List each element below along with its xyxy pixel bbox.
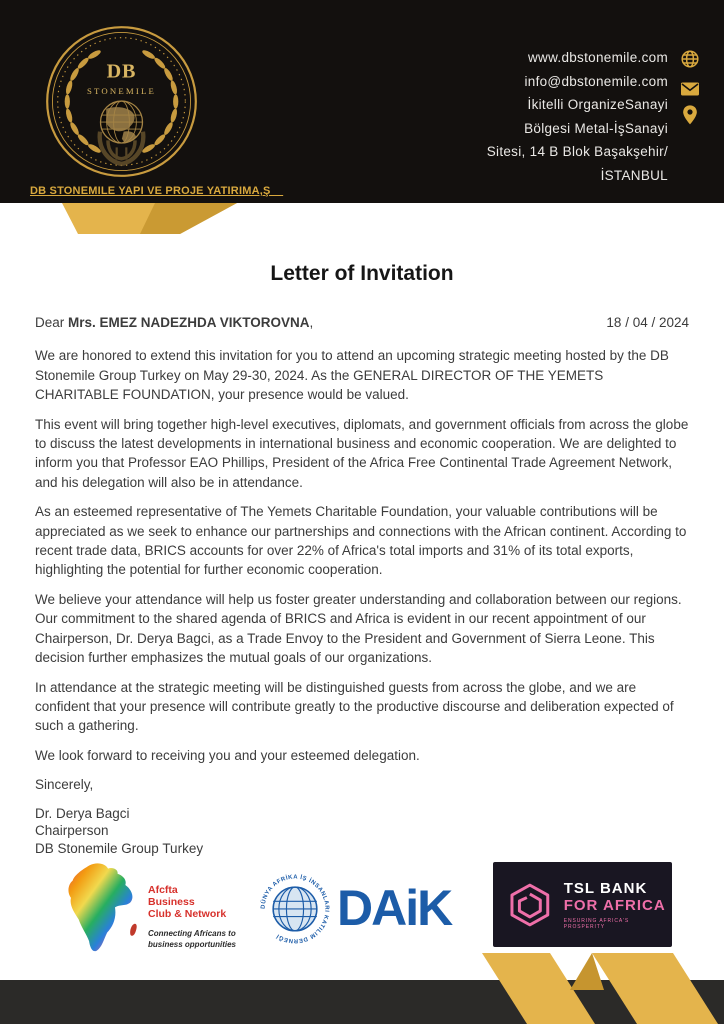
paragraph: This event will bring together high-level executives, diplomats, and government officials from across the globe to discuss the latest developments in international business and economic cooperation. We are delighted to inform you that Professor EAO Phillips, President of the Africa Free Continental Trade Agreement Network, and his delegation will also be in attendance. [35,416,689,490]
db-stonemile-emblem [45,25,198,178]
paragraph: As an esteemed representative of The Yemets Charitable Foundation, your valuable contributions will be appreciated as we seek to enhance our partnerships and connections with the African continent. According to recent trade data, BRICS accounts for over 22% of Africa's total imports and 31% of its total exports, highlighting the potential for further economic cooperation. [35,504,687,578]
contact-block [268,46,668,187]
afcfta-text [148,862,236,958]
salutation-prefix: Dear [35,315,69,330]
daik-ring-text: DÜNYA AFRİKA İŞ İNSANLARI KATILIM DERNEĞİ [260,874,330,944]
footer-band [0,950,724,1024]
emblem-globe-icon [100,101,143,144]
signatory-name: Dr. Derya Bagci [35,805,130,821]
paragraph: We are honored to extend this invitation for you to attend an upcoming strategic meeting hosted by the DB Stonemile Group Turkey on May 29-30, 2024. As the GENERAL DIRECTOR OF THE YEMETS CHARITABLE FOUNDATION, your presence would be valued. [35,348,669,403]
tsl-name-line1: TSL BANK [563,879,648,897]
mail-icon [681,80,699,98]
paragraph: In attendance at the strategic meeting will be distinguished guests from across the globe, and we are confident that your presence will contribute greatly to the productive discourse and deliberation expected of such a gathering. [35,679,674,734]
tsl-name-line2: FOR AFRICA [563,896,666,914]
salutation [35,313,313,332]
gold-ribbon-top [0,203,724,235]
afcfta-tagline: Connecting Africans to business opportunities [148,929,237,949]
tsl-tagline: ENSURING AFRICA'S PROSPERITY [563,917,630,930]
daik-logo [257,870,451,946]
daik-globe-icon [257,870,333,946]
location-pin-icon [681,105,699,125]
address-line: Bölgesi Metal-İşSanayi [524,120,668,136]
afcfta-name-line: Afcfta [148,884,178,896]
letter-date: 18 / 04 / 2024 [606,315,689,330]
daik-wordmark: DAiK [337,880,452,936]
emblem-wordmark: STONEMILE [86,86,157,97]
afcfta-logo [58,862,253,958]
paragraph: We look forward to receiving you and your esteemed delegation. [35,747,420,763]
signature-block [35,805,689,858]
company-name-line: DB STONEMILE YAPI VE PROJE YATIRIMA,Ş__ [30,185,284,197]
letter-title: Letter of Invitation [270,262,454,285]
tsl-hexagon-icon [507,882,553,928]
signatory-org: DB Stonemile Group Turkey [35,840,204,856]
salutation-suffix: , [309,315,314,330]
afcfta-name-line: Business [148,896,195,908]
tsl-bank-logo [493,862,672,947]
website-text: www.dbstonemile.com [527,50,668,65]
letterhead [0,0,724,203]
email-text: info@dbstonemile.com [524,73,668,89]
afcfta-name-line: Club & Network [148,908,227,920]
letter-body [35,313,689,857]
address-line: İSTANBUL [600,167,668,183]
emblem-monogram: DB [106,60,137,83]
africa-map-icon [58,862,140,958]
address-line: İkitelli OrganizeSanayi [527,97,668,112]
signatory-role: Chairperson [35,823,109,839]
recipient-name: Mrs. EMEZ NADEZHDA VIKTOROVNA [68,315,310,330]
salutation-row [35,313,689,332]
closing: Sincerely, [35,777,94,793]
tsl-text [564,880,672,930]
globe-icon [681,50,699,68]
address-line: Sitesi, 14 B Blok Başakşehir/ [486,144,668,159]
paragraph: We believe your attendance will help us foster greater understanding and collaboration between our regions. Our commitment to the shared agenda of BRICS and Africa is evident in our recent appointment of our Chairperson, Dr. Derya Bagci, as a Trade Envoy to the President and Government of Sierra Leone. This decision further emphasizes the mutual goals of our organizations. [35,591,682,666]
